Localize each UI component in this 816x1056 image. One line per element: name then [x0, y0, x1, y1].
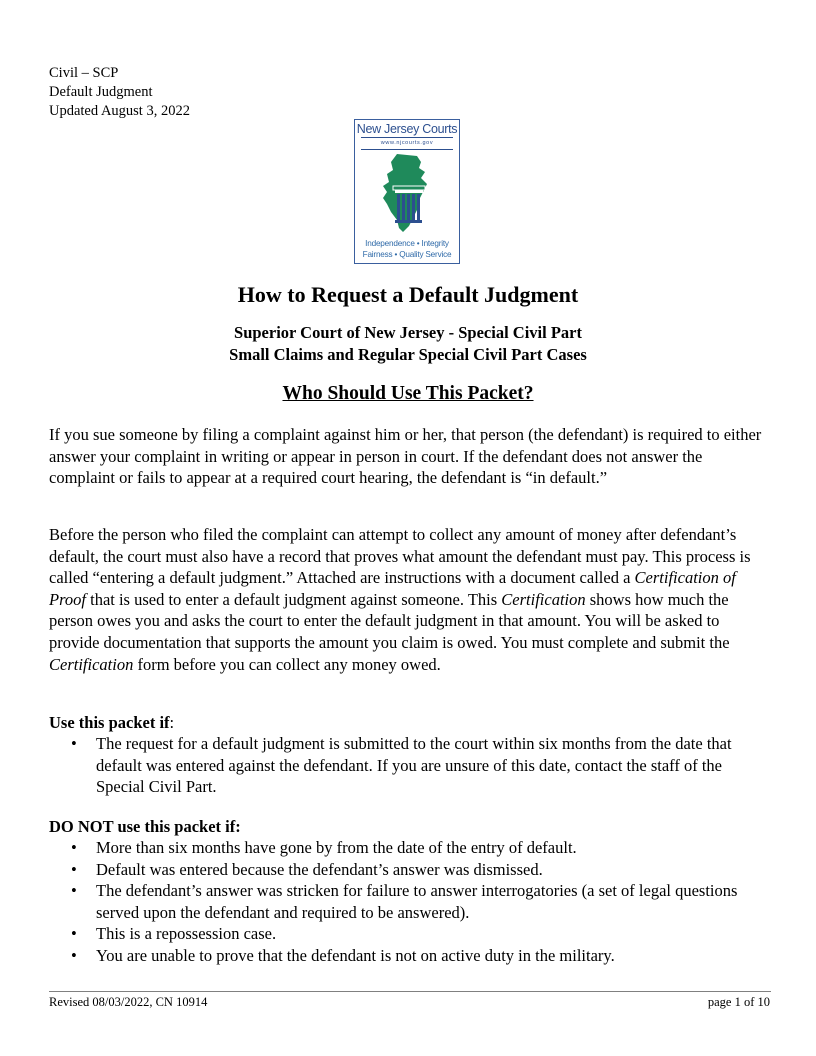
certification-of-proof-term: Certification of Proof	[49, 568, 736, 609]
use-if-list	[49, 733, 771, 798]
logo-name: New Jersey Courts	[356, 122, 458, 136]
document-header	[49, 64, 190, 121]
list-item: • You are unable to prove that the defendant is not on active duty in the military.	[49, 945, 771, 967]
list-item: • The defendant’s answer was stricken for failure to answer interrogatories (a set of legal questions served upon the defendant and required to be answered).	[49, 880, 771, 923]
page-title: How to Request a Default Judgment	[237, 282, 579, 307]
logo-motto-line2: Fairness • Quality Service	[362, 250, 452, 259]
header-category: Civil – SCP	[49, 65, 119, 81]
list-item: • Default was entered because the defendant’s answer was dismissed.	[49, 859, 771, 881]
case-type-subtitle: Small Claims and Regular Special Civil Part Cases	[229, 345, 587, 364]
do-not-use-heading	[49, 816, 241, 837]
logo-url: www.njcourts.gov	[380, 140, 434, 146]
header-topic: Default Judgment	[49, 84, 153, 100]
list-item: • The request for a default judgment is submitted to the court within six months from the date that default was entered against the defendant. If you are unsure of this date, contact the staff of the Special Civil Part.	[49, 733, 771, 798]
court-subtitle: Superior Court of New Jersey - Special Civil Part	[234, 323, 582, 342]
list-item: • More than six months have gone by from the date of the entry of default.	[49, 837, 771, 859]
footer-revision: Revised 08/03/2022, CN 10914	[49, 995, 208, 1009]
do-not-use-label: DO NOT use this packet if:	[49, 817, 241, 836]
list-item: • This is a repossession case.	[49, 923, 771, 945]
paragraph-text: form before you can collect any money owed.	[133, 654, 441, 674]
paragraph-text: Before the person who filed the complaint can attempt to collect any amount of money after defendant’s default, the court must also have a record that proves what amount the defendant must pay. This process is called “entering a default judgment.” Attached are instructions with a document called a	[49, 525, 751, 588]
logo-motto-line1: Independence • Integrity	[365, 239, 449, 248]
certification-paragraph	[49, 524, 771, 675]
do-not-use-list	[49, 837, 771, 967]
use-if-colon: :	[169, 713, 175, 732]
footer-divider	[49, 991, 771, 992]
use-if-label: Use this packet if	[49, 713, 170, 732]
header-updated-date: Updated August 3, 2022	[49, 103, 190, 119]
paragraph-text: that is used to enter a default judgment against someone. This	[85, 589, 502, 609]
use-if-heading	[49, 712, 174, 733]
section-heading: Who Should Use This Packet?	[282, 383, 534, 404]
intro-paragraph: If you sue someone by filing a complaint against him or her, that person (the defendant) is required to either answer your complaint in writing or appear in person in court. If the defendant does not answer the complaint or fails to appear at a required court hearing, the defendant is “in default.”	[49, 425, 762, 488]
certification-term: Certification	[49, 654, 134, 674]
logo-motto	[355, 238, 459, 260]
logo-rule-bottom	[361, 149, 453, 150]
certification-term: Certification	[501, 589, 586, 609]
footer-page-number: page 1 of 10	[707, 995, 770, 1009]
nj-courts-logo	[354, 119, 460, 264]
logo-rule-top	[361, 137, 453, 138]
paragraph-text: shows how much the person owes you and asks the court to enter the default judgment in that amount. You will be asked to provide documentation that supports the amount you claim is owed. You must complete and submit the	[49, 589, 730, 652]
nj-map-column-icon	[377, 152, 439, 236]
